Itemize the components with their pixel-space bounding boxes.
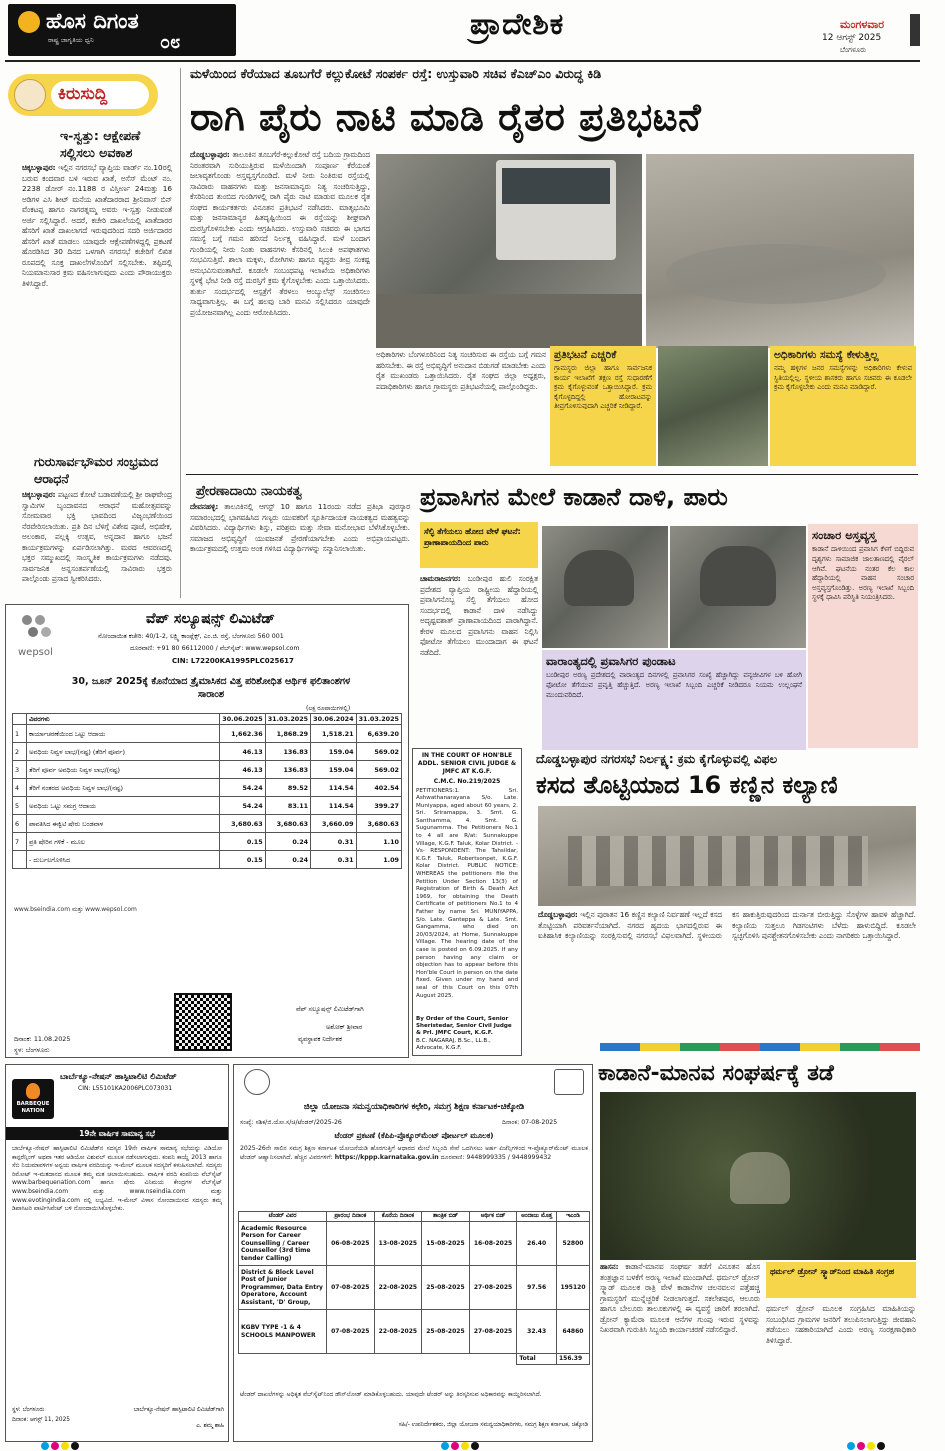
tender-cell: 97.56 xyxy=(517,1266,557,1310)
lead-photo-planting xyxy=(658,346,768,466)
lead-bottom-rule xyxy=(186,474,918,475)
tender-total-value: 156.39 xyxy=(556,1354,589,1365)
elephant-text: ಬಂಡೀಪುರ ಹುಲಿ ಸಂರಕ್ಷಿತ ಪ್ರದೇಶದ ವ್ಯಾಪ್ತಿಯ ರಾಷ್ಟ್ರೀಯ ಹೆದ್ದಾರಿಯಲ್ಲಿ ಪ್ರವಾಸಿಗನೊಬ್ಬ ಸೆಲ್ಫಿ ತೆಗೆಯಲು ಹೋದ ಸಂದರ್ಭದಲ್ಲಿ ಕಾಡಾನೆ ದಾಳಿ ನಡೆಸಿದ್ದು ಅದೃಷ್ಟವಶಾತ್ ಪ್ರಾಣಾಪಾಯದಿಂದ ಪಾರಾಗಿದ್ದಾನೆ. ಕೇರಳ ಮೂಲದ ಪ್ರವಾಸಿಗನು ವಾಹನ ನಿಲ್ಲಿಸಿ ಫೋಟೋ ತೆಗೆಯಲು ಮುಂದಾದಾಗ ಈ ಘಟನೆ ನಡೆದಿದೆ. xyxy=(420,574,538,657)
tender-cell: 16-08-2025 xyxy=(469,1222,517,1266)
kalyani-dateline: ದೊಡ್ಡಬಳ್ಳಾಪುರ: xyxy=(538,910,578,919)
results-cell: 399.27 xyxy=(356,797,401,815)
masthead xyxy=(0,0,945,60)
wepsol-qr-code xyxy=(174,993,232,1051)
logo-name: ಹೊಸ ದಿಗಂತ xyxy=(46,9,139,33)
wepsol-ad xyxy=(5,604,409,1058)
results-cell: 54.24 xyxy=(220,797,265,815)
tender-sign: ಸಹಿ/- ಉಪನಿರ್ದೇಶಕರು, ಜಿಲ್ಲಾ ಯೋಜನಾ ಸಮನ್ವಯಾಧಿಕಾರಿಗಳು, ಸಮಗ್ರ ಶಿಕ್ಷಣ ಕರ್ನಾಟಕ, ಚಿಕ್ಕೋಡಿ xyxy=(398,1422,588,1428)
tender-header-cell: ತಾಂತ್ರಿಕ ಬಿಡ್ xyxy=(422,1212,470,1222)
tender-total-row xyxy=(239,1354,590,1365)
barbeque-ad xyxy=(5,1064,229,1442)
conflict-dateline: ಹಾಸನ: xyxy=(600,1262,619,1271)
results-cell: 1,868.29 xyxy=(265,725,310,743)
registration-marks-right xyxy=(846,1442,886,1451)
results-row-no: 7 xyxy=(13,833,27,851)
conflict-body xyxy=(600,1262,760,1442)
issue-day: ಮಂಗಳವಾರ xyxy=(840,18,885,31)
elephant-headline: ಪ್ರವಾಸಿಗನ ಮೇಲೆ ಕಾಡಾನೆ ದಾಳಿ, ಪಾರು xyxy=(420,483,728,511)
results-row-label: ತೆರಿಗೆ ಪೂರ್ವ ಅವಧಿಯ ನಿವ್ವಳ ಲಾಭ/(ನಷ್ಟ) xyxy=(27,761,220,779)
results-cell: 0.24 xyxy=(265,851,310,869)
results-row xyxy=(13,725,402,743)
wepsol-date: ದಿನಾಂಕ: 11.08.2025 xyxy=(14,1035,71,1043)
wepsol-address: ನೋಂದಾಯಿತ ಕಚೇರಿ: 40/1-2, ಲಕ್ಷ್ಮಿ ಕಾಂಪ್ಲೆಕ್ಸ್, ಎಂ.ಜಿ. ರಸ್ತೆ, ಬೆಂಗಳೂರು 560 001 xyxy=(98,633,284,640)
results-row xyxy=(13,815,402,833)
elephant-strip-text: ಸೆಲ್ಫಿ ತೆಗೆಯಲು ಹೋದ ವೇಳೆ ಘಟನೆ: ಪ್ರಾಣಾಪಾಯದಿಂದ ಪಾರು xyxy=(424,527,521,547)
issue-date: 12 ಆಗಸ್ಟ್ 2025 xyxy=(822,33,882,43)
tender-cell: 22-08-2025 xyxy=(374,1310,422,1354)
lead-text: ತಾಲೂಕಿನ ತೂಬಗೆರೆ-ಕಲ್ಲುಕೋಟೆ ರಸ್ತೆ ಬದಿಯ ಗ್ರಾಮದಿಂದ ನಿರಂತರವಾಗಿ ಸುರಿಯುತ್ತಿರುವ ಮಳೆಯಿಂದಾಗಿ ಸಂಪೂರ್ಣ ಕೆರೆಯಂತೆ ಜಲಾವೃತಗೊಂಡು ಅಸ್ತವ್ಯಸ್ತಗೊಂಡಿದೆ. ಮಳೆ ನೀರು ನಿಂತಿರುವ ರಸ್ತೆಯಲ್ಲಿ ಸಾವಿರಾರು ವಾಹನಗಳು ಮತ್ತು ಜನಸಾಮಾನ್ಯರು ನಿತ್ಯ ಸಂಚರಿಸುತ್ತಿದ್ದು, ಕೆಸರಿನಿಂದ ತುಂಬಿದ ಗುಂಡಿಗಳಲ್ಲಿ ರಾಗಿ ಪೈರು ನಾಟಿ ಮಾಡುವ ಮೂಲಕ ರೈತ ಸಂಘದ ಕಾರ್ಯಕರ್ತರು ವಿನೂತನ ಪ್ರತಿಭಟನೆ ನಡೆಸಿದರು. ಮಾತೃಭೂಮಿ ಮತ್ತು ಜನಸಾಮಾನ್ಯರ ಹಿತದೃಷ್ಟಿಯಿಂದ ಈ ರಸ್ತೆಯನ್ನು ಶೀಘ್ರವಾಗಿ ದುರಸ್ತಿಗೊಳಿಸಬೇಕು ಎಂದು ಆಗ್ರಹಿಸಿದರು. ಉಸ್ತುವಾರಿ ಸಚಿವರು ಈ ಭಾಗದ ಸಮಸ್ಯೆ ಬಗ್ಗೆ ಗಮನ ಹರಿಸದೆ ನಿರ್ಲಕ್ಷ್ಯ ವಹಿಸಿದ್ದಾರೆ. ಮಳೆ ಬಂದಾಗ ಗುಂಡಿಯಲ್ಲಿ ನೀರು ನಿಂತು ವಾಹನಗಳು ಕೆಸರಿನಲ್ಲಿ ಸಿಲುಕಿ ಅಪಘಾತಗಳು ಸಂಭವಿಸುತ್ತಿವೆ. ಶಾಲಾ ಮಕ್ಕಳು, ರೋಗಿಗಳು ಹಾಗೂ ವೃದ್ಧರು ತೀವ್ರ ಸಂಕಷ್ಟ ಅನುಭವಿಸುವಂತಾಗಿದೆ. ಕೂಡಲೇ ಸಂಬಂಧಪಟ್ಟ ಇಲಾಖೆಯ ಅಧಿಕಾರಿಗಳು ಸ್ಥಳಕ್ಕೆ ಭೇಟಿ ನೀಡಿ ರಸ್ತೆ ದುರಸ್ತಿಗೆ ಕ್ರಮ ಕೈಗೊಳ್ಳಬೇಕು ಎಂದು ಒತ್ತಾಯಿಸಿದರು. ತುರ್ತು ಸಂದರ್ಭದಲ್ಲಿ ಆಸ್ಪತ್ರೆಗೆ ತೆರಳಲು ಆಂಬ್ಯುಲೆನ್ಸ್ ಸಂಚರಿಸಲು ಸಾಧ್ಯವಾಗುತ್ತಿಲ್ಲ. ಈ ಬಗ್ಗೆ ಹಲವು ಬಾರಿ ಮನವಿ ಸಲ್ಲಿಸಿದರೂ ಯಾವುದೇ ಪ್ರಯೋಜನವಾಗಿಲ್ಲ ಎಂದು ಆರೋಪಿಸಿದರು. xyxy=(190,150,370,317)
results-row-no: 6 xyxy=(13,815,27,833)
results-row-no: 1 xyxy=(13,725,27,743)
flame-icon xyxy=(26,1083,40,1099)
color-stripe xyxy=(600,1043,920,1051)
barbeque-company: ಬಾರ್ಬೆಕ್ಯೂ-ನೇಷನ್ ಹಾಸ್ಪಿಟಾಲಿಟಿ ಲಿಮಿಟೆಡ್ xyxy=(60,1071,177,1081)
tender-header-cell: ಪ್ರಾರಂಭ ದಿನಾಂಕ xyxy=(327,1212,375,1222)
results-cell: 114.54 xyxy=(311,797,356,815)
results-cell: 1,662.36 xyxy=(220,725,265,743)
barbeque-brand: BARBEQUE NATION xyxy=(16,1101,50,1114)
barbeque-sign: ಬಾರ್ಬೆಕ್ಯೂ-ನೇಷನ್ ಹಾಸ್ಪಿಟಾಲಿಟಿ ಲಿಮಿಟೆಡ್‌ಗಾಗಿ xyxy=(133,1407,224,1413)
conflict-headline: ಕಾಡಾನೆ-ಮಾನವ ಸಂಘರ್ಷಕ್ಕೆ ತಡೆ xyxy=(598,1061,834,1086)
results-cell: 0.24 xyxy=(265,833,310,851)
results-cell: 1.10 xyxy=(356,833,401,851)
elephant-photo-2 xyxy=(670,526,806,648)
prerana-body xyxy=(190,502,410,596)
results-row-label: ಪಾವತಿಸಿದ ಈಕ್ವಿಟಿ ಷೇರು ಬಂಡವಾಳ xyxy=(27,815,220,833)
lead-kicker: ಮಳೆಯಿಂದ ಕೆರೆಯಾದ ತೂಬಗೆರೆ ಕಲ್ಲುಕೋಟೆ ಸಂಪರ್ಕ ರಸ್ತೆ: ಉಸ್ತುವಾರಿ ಸಚಿವ ಕೆಎಚ್ಎಂ ವಿರುದ್ಧ ಕಿಡಿ xyxy=(190,66,602,81)
tender-cell: 15-08-2025 xyxy=(422,1222,470,1266)
barbeque-date: ದಿನಾಂಕ: ಆಗಸ್ಟ್ 11, 2025 xyxy=(12,1417,70,1423)
karnataka-emblem-icon xyxy=(244,1069,270,1095)
drone-box-title: ಥರ್ಮಲ್ ಡ್ರೋನ್ ಸ್ಕ್ವಾಡ್‌ನಿಂದ ಮಾಹಿತಿ ಸಂಗ್ರಹ xyxy=(770,1267,895,1276)
results-cell: 83.11 xyxy=(265,797,310,815)
results-row-no: 4 xyxy=(13,779,27,797)
logo-lamp-icon xyxy=(18,11,40,33)
barbeque-logo xyxy=(12,1079,54,1119)
results-row xyxy=(13,761,402,779)
results-cell: 136.83 xyxy=(265,761,310,779)
tender-portal-link[interactable]: https://kppp.karnataka.gov.in xyxy=(334,1153,439,1161)
results-row xyxy=(13,743,402,761)
results-cell: 6,639.20 xyxy=(356,725,401,743)
results-row xyxy=(13,797,402,815)
lead-photo-bus-protest xyxy=(376,154,642,348)
officials-box xyxy=(770,346,916,466)
tender-office: ಜಿಲ್ಲಾ ಯೋಜನಾ ಸಮನ್ವಯಾಧಿಕಾರಿಗಳ ಕಛೇರಿ, ಸಮಗ್ರ ಶಿಕ್ಷಣ ಕರ್ನಾಟಕ-ಚಿಕ್ಕೋಡಿ xyxy=(303,1101,525,1111)
tender-notice xyxy=(233,1064,593,1442)
col-q3: 30.06.2024 xyxy=(311,714,356,725)
lead-dateline: ದೊಡ್ಡಬಳ್ಳಾಪುರ: xyxy=(190,150,230,159)
prerana-text: ತಾಲೂಕಿನಲ್ಲಿ ಆಗಸ್ಟ್ 10 ಹಾಗೂ 11ರಂದು ನಡೆದ ಪ್ರತಿಭಾ ಪುರಸ್ಕಾರ ಸಮಾರಂಭದಲ್ಲಿ ಭಾಗವಹಿಸಿದ ಗಣ್ಯರು ಯುವಕರಿಗೆ ಸ್ಪೂರ್ತಿದಾಯಕ ನಾಯಕತ್ವದ ಮಹತ್ವವನ್ನು ವಿವರಿಸಿದರು. ವಿದ್ಯಾರ್ಥಿಗಳು ಶಿಸ್ತು, ಪರಿಶ್ರಮ ಮತ್ತು ಸೇವಾ ಮನೋಭಾವ ಬೆಳೆಸಿಕೊಳ್ಳಬೇಕು. ಸಮಾಜದ ಅಭಿವೃದ್ಧಿಗೆ ಯುವಜನತೆ ಪ್ರೇರಣೆಯಾಗಬೇಕು ಎಂದು ಅಭಿಪ್ರಾಯಪಟ್ಟರು. ಕಾರ್ಯಕ್ರಮದಲ್ಲಿ ಉತ್ತಮ ಅಂಕ ಗಳಿಸಿದ ವಿದ್ಯಾರ್ಥಿಗಳನ್ನು ಸನ್ಮಾನಿಸಲಾಯಿತು. xyxy=(190,502,410,553)
tender-header-cell: ಕೊನೆಯ ದಿನಾಂಕ xyxy=(374,1212,422,1222)
story1-text: ಇಲ್ಲಿನ ನಗರಸಭೆ ವ್ಯಾಪ್ತಿಯ ವಾರ್ಡ್ ನಂ.10ರಲ್ಲಿ ಬರುವ ಕಂದವಾರ ಬಳಿ ಇರುವ ಖಾತೆ, ಅಸೆಸ್ ಮೆಂಟ್ ನಂ. 2238 ಡೋರ್ ನಂ.1188 ರ ವಿಸ್ತೀರ್ಣ 24ಮತ್ತು 16 ಅಡಿಗಳ ಎಸಿ ಶೀಟ್ ಮನೆಯ ಖಾತೆದಾರರಾದ ಶ್ರೀನಿವಾಸ್ ಬಿನ್ ವೆಂಕಟಪ್ಪ ಹಾಗೂ ನಾಗರತ್ನಮ್ಮ ಅವರು ಇ-ಸ್ವತ್ತು ನೀಡುವಂತೆ ಅರ್ಜಿ ಸಲ್ಲಿಸಿದ್ದಾರೆ. ಅದರೆ, ಕಚೇರಿ ದಾಖಲೆಯಲ್ಲಿ ಖಾತೆದಾರರ ಹೆಸರಿಗೆ ಖಾತೆ ದಾಖಲಾಗದೆ ಇರುವುದರಿಂದ ಸದರಿ ಅರ್ಜಿದಾರರ ಹೆಸರಿಗೆ ಖಾತೆ ಮಾಡಲು ಯಾವುದೇ ಆಕ್ಷೇಪಣೆಗಳಿದ್ದಲ್ಲಿ ಪ್ರಕಟಣೆ ಹೊರಡಿಸಿದ 30 ದಿನದ ಒಳಗಾಗಿ ನಗರಸಭೆ ಕಚೇರಿಗೆ ಲಿಖಿತ ರೂಪದಲ್ಲಿ ಸೂಕ್ತ ದಾಖಲೆಗಳೊಂದಿಗೆ ಸಲ್ಲಿಸಬೇಕು. ತಪ್ಪಿದಲ್ಲಿ ನಿಯಮಾನುಸಾರ ಕ್ರಮ ವಹಿಸಲಾಗುವುದು ಎಂದು ಪೌರಾಯುಕ್ತರು ತಿಳಿಸಿದ್ದಾರೆ. xyxy=(22,163,172,288)
story1-title: ಇ-ಸ್ವತ್ತು: ಆಕ್ಷೇಪಣೆ ಸಲ್ಲಿಸಲು ಅವಕಾಶ xyxy=(60,128,141,160)
prerana-title: ಪ್ರೇರಣಾದಾಯಿ ನಾಯಕತ್ವ xyxy=(196,484,302,499)
results-cell: 3,660.09 xyxy=(311,815,356,833)
kalyani-text: ಇಲ್ಲಿನ ಪುರಾತನ 16 ಕಣ್ಣಿನ ಕಲ್ಯಾಣಿ ನಿರ್ವಹಣೆ ಇಲ್ಲದೆ ಕಸದ ತೊಟ್ಟಿಯಾಗಿ ಪರಿವರ್ತನೆಯಾಗಿದೆ. ನಗರದ ಹೃದಯ ಭಾಗದಲ್ಲಿರುವ ಈ ಐತಿಹಾಸಿಕ ಕಲ್ಯಾಣಿಯನ್ನು ಸಂರಕ್ಷಿಸುವಲ್ಲಿ ನಗರಸಭೆ ವಿಫಲವಾಗಿದೆ. ಸ್ಥಳೀಯರು ಕಸ ಹಾಕುತ್ತಿರುವುದರಿಂದ ದುರ್ನಾತ ಬೀರುತ್ತಿದ್ದು ಸೊಳ್ಳೆಗಳ ಹಾವಳಿ ಹೆಚ್ಚಾಗಿದೆ. ಕಲ್ಯಾಣಿಯ ಸುತ್ತಲೂ ಗಿಡಗಂಟಿಗಳು ಬೆಳೆದು ಹಾಳುಬಿದ್ದಿದೆ. ಕೂಡಲೇ ಸ್ವಚ್ಛಗೊಳಿಸಿ ಪುನಶ್ಚೇತನಗೊಳಿಸಬೇಕು ಎಂದು ನಾಗರಿಕರು ಒತ್ತಾಯಿಸಿದ್ದಾರೆ. xyxy=(538,910,916,940)
tender-intro xyxy=(240,1145,588,1205)
results-cell: 3,680.63 xyxy=(356,815,401,833)
elephant-body xyxy=(420,574,538,754)
wepsol-results-table xyxy=(12,713,402,869)
results-row-no: 3 xyxy=(13,761,27,779)
kirusuddi-badge xyxy=(8,74,158,116)
story2-text: ಪಟ್ಟಣದ ಕೋಟೆ ಬಡಾವಣೆಯಲ್ಲಿ ಶ್ರೀ ರಾಘವೇಂದ್ರ ಸ್ವಾಮಿಗಳ ಬೃಂದಾವನದ ಆರಾಧನೆ ಮಹೋತ್ಸವವನ್ನು ಸೋಮವಾರ ಭಕ್ತಿ ಭಾವದಿಂದ ವಿಜೃಂಭಣೆಯಿಂದ ನೆರವೇರಿಸಲಾಯಿತು. ಪ್ರತಿ ದಿನ ಬೆಳಿಗ್ಗೆ ವಿಶೇಷ ಪೂಜೆ, ಅಭಿಷೇಕ, ಅಲಂಕಾರ, ಪಲ್ಲಕ್ಕಿ ಉತ್ಸವ, ಅನ್ನದಾನ ಹಾಗೂ ಭಜನೆ ಕಾರ್ಯಕ್ರಮಗಳನ್ನು ಏರ್ಪಡಿಸಲಾಗಿತ್ತು. ಮಠದ ಆವರಣದಲ್ಲಿ ಭಕ್ತರ ಸಮ್ಮುಖದಲ್ಲಿ ಸಾಂಸ್ಕೃತಿಕ ಕಾರ್ಯಕ್ರಮಗಳು ನಡೆದವು. ಸಾರ್ವಜನಿಕ ಅನ್ನಸಂತರ್ಪಣೆಯಲ್ಲಿ ಸಾವಿರಾರು ಭಕ್ತರು ಪಾಲ್ಗೊಂಡು ಪ್ರಸಾದ ಸ್ವೀಕರಿಸಿದರು. xyxy=(22,490,172,583)
story2-dateline: ಚಿಕ್ಕಬಳ್ಳಾಪುರ: xyxy=(22,490,56,499)
elephant-strip xyxy=(420,522,538,568)
wepsol-website: www.bseindia.com ಮತ್ತು www.wepsol.com xyxy=(14,906,137,913)
kalyani-body xyxy=(538,910,916,1035)
results-cell: 159.04 xyxy=(311,743,356,761)
wepsol-brand: wepsol xyxy=(18,647,53,658)
results-row xyxy=(13,779,402,797)
kirusuddi-label: ಕಿರುಸುದ್ದಿ xyxy=(58,84,108,104)
tender-cell: 64860 xyxy=(556,1310,589,1354)
section-title: ಪ್ರಾದೇಶಿಕ xyxy=(470,7,565,42)
column-divider xyxy=(180,68,181,598)
results-cell: 569.02 xyxy=(356,743,401,761)
tender-cell: 25-08-2025 xyxy=(422,1310,470,1354)
tender-total-label: Total xyxy=(517,1354,557,1365)
results-row-no xyxy=(13,851,27,869)
barbeque-place: ಸ್ಥಳ: ಬೆಂಗಳೂರು xyxy=(12,1407,45,1413)
results-row-label: - ದುರ್ಬಲಗೊಳಿಸಿದ xyxy=(27,851,220,869)
results-cell: 3,680.63 xyxy=(220,815,265,833)
story1-dateline: ಚಿಕ್ಕಬಳ್ಳಾಪುರ: xyxy=(22,163,56,172)
tender-intro-text: 2025-26ನೇ ಸಾಲಿನ ಸಮಗ್ರ ಶಿಕ್ಷಣ ಕರ್ನಾಟಕ ಯೋಜನೆಯಡಿ ಹೊರಗುತ್ತಿಗೆ ಆಧಾರದ ಮೇಲೆ ಸಿಬ್ಬಂದಿ ಸೇವೆ ಒದಗಿಸಲು ಅರ್ಹ ಏಜೆನ್ಸಿಗಳಿಂದ ಇ-ಪ್ರೊಕ್ಯೂರ್‌ಮೆಂಟ್ ಮೂಲಕ ಟೆಂಡರ್ ಆಹ್ವಾನಿಸಲಾಗಿದೆ. ಹೆಚ್ಚಿನ ವಿವರಗಳಿಗೆ: xyxy=(240,1145,588,1161)
tender-cell: 195120 xyxy=(556,1266,589,1310)
prerana-dateline: ದೇವನಹಳ್ಳಿ: xyxy=(190,502,219,511)
results-cell: 54.24 xyxy=(220,779,265,797)
court-title: IN THE COURT OF HON'BLE ADDL. SENIOR CIVIL JUDGE & JMFC AT K.G.F. xyxy=(417,752,517,775)
logo-tagline: ರಾಷ್ಟ್ರ ಜಾಗೃತಿಯ ಧ್ವನಿ xyxy=(48,36,94,44)
tender-cell: 13-08-2025 xyxy=(374,1222,422,1266)
wepsol-sign-role: ವ್ಯವಸ್ಥಾಪಕ ನಿರ್ದೇಶಕ xyxy=(298,1035,342,1043)
results-cell: 114.54 xyxy=(311,779,356,797)
wepsol-sign-company: ವೆಪ್ ಸಲ್ಯೂಷನ್ಸ್ ಲಿಮಿಟೆಡ್‌ಗಾಗಿ xyxy=(296,1005,364,1013)
results-row xyxy=(13,851,402,869)
tender-cell: 22-08-2025 xyxy=(374,1266,422,1310)
court-body: PETITIONERS:1. Sri. Ashwathanarayana S/o. Late. Muniyappa, aged about 60 years, 2. Sri. Sriramappa, 3. Smt. G. Santhamma, 4. Smt. G. Sugunamma. The Petitioners No.1 to 4 all are R/at: Sunnakuppe Village, K.G.F. Taluk, Kolar District. -Vs- RESPONDENT: The Tahsildar, K.G.F. Taluk, Robertsonpet, K.G.F. Kolar District. PUBLIC NOTICE: WHEREAS the petitioners file the Petition Under Section 13(3) of Registration of Birth & Death Act 1969, for obtaining the Death Certificate of petitioners No.1 to 4 Father by name Sri. MUNIYAPPA, S/o. Late. Ganteppa & Late. Smt. Gangamma, who died on 20/03/2024, at Home, Sunnakuppe Village. The hearing date of the case is posted on 6.09.2025. If any person having any claim or objection has to appear before this Hon'ble Court in person on the date fixed. Given under my hand and seal of this Court on this 07th August 2025. xyxy=(416,787,518,999)
elephant-caption-box xyxy=(542,650,806,750)
kalyani-photo xyxy=(538,806,916,906)
tender-footer: ಟೆಂಡರ್ ದಾಖಲೆಗಳನ್ನು ಅಧಿಕೃತ ವೆಬ್‌ಸೈಟ್‌ನಿಂದ ಡೌನ್‌ಲೋಡ್ ಮಾಡಿಕೊಳ್ಳಬಹುದು. ಯಾವುದೇ ಟೆಂಡರ್ ಅನ್ನು ತಿರಸ್ಕರಿಸುವ ಅಧಿಕಾರವನ್ನು ಕಾಯ್ದಿರಿಸಲಾಗಿದೆ. xyxy=(240,1391,542,1398)
tender-row xyxy=(239,1310,590,1354)
barbeque-sign-name: ಎ. ಶಮ್ಮ ಶಾಹಿ xyxy=(196,1423,224,1429)
registration-marks-left xyxy=(40,1442,80,1451)
wepsol-cin: CIN: L72200KA1995PLC025617 xyxy=(172,657,294,665)
lead-headline: ರಾಗಿ ಪೈರು ನಾಟಿ ಮಾಡಿ ರೈತರ ಪ್ರತಿಭಟನೆ xyxy=(190,95,702,139)
col-particulars: ವಿವರಗಳು xyxy=(27,714,220,725)
barbeque-cin: CIN: L55101KA2006PLC073031 xyxy=(78,1085,173,1092)
tender-cell: 26.40 xyxy=(517,1222,557,1266)
elephant-side-title: ಸಂಚಾರ ಅಸ್ತವ್ಯಸ್ತ xyxy=(812,528,876,542)
results-cell: 136.83 xyxy=(265,743,310,761)
tender-cell: 25-08-2025 xyxy=(422,1266,470,1310)
results-cell: 1.09 xyxy=(356,851,401,869)
results-cell: 0.31 xyxy=(311,833,356,851)
elephant-shape xyxy=(564,550,634,606)
wepsol-logo-icon xyxy=(18,615,60,649)
col-q2: 31.03.2025 xyxy=(265,714,310,725)
tender-row xyxy=(239,1266,590,1310)
tender-header-cell: ಟೆಂಡರ್ ವಿವರ xyxy=(239,1212,327,1222)
officials-text: ನಮ್ಮ ಹಳ್ಳಿಗಳ ಜನರ ಸಮಸ್ಯೆಗಳನ್ನು ಅಧಿಕಾರಿಗಳು ಕೇಳುವ ಸ್ಥಿತಿಯಲ್ಲಿಲ್ಲ. ಸ್ಥಳೀಯ ಶಾಸಕರು ಹಾಗೂ ಸಚಿವರು ಈ ಕೂಡಲೇ ಕ್ರಮ ಕೈಗೊಳ್ಳಬೇಕು ಎಂದು ಮನವಿ ಮಾಡಿದ್ದಾರೆ. xyxy=(774,364,912,391)
tender-contact: ದೂರವಾಣಿ: 9448999335 / 9448999432 xyxy=(440,1153,552,1161)
wepsol-company: ವೆಪ್ ಸಲ್ಯೂಷನ್ಸ್ ಲಿಮಿಟೆಡ್ xyxy=(146,611,275,627)
lead-body-lower: ಅಧಿಕಾರಿಗಳು ಬೆಂಗಳೂರಿನಿಂದ ನಿತ್ಯ ಸಂಚರಿಸುವ ಈ ರಸ್ತೆಯ ಬಗ್ಗೆ ಗಮನ ಹರಿಸಬೇಕು. ಈ ರಸ್ತೆ ಅಭಿವೃದ್ಧಿಗೆ ಅನುದಾನ ಬಿಡುಗಡೆ ಮಾಡಬೇಕು ಎಂದು ರೈತ ಮುಖಂಡರು ಒತ್ತಾಯಿಸಿದರು. ರೈತ ಸಂಘದ ಜಿಲ್ಲಾ ಅಧ್ಯಕ್ಷರು, ಪದಾಧಿಕಾರಿಗಳು ಹಾಗೂ ಗ್ರಾಮಸ್ಥರು ಪ್ರತಿಭಟನೆಯಲ್ಲಿ ಪಾಲ್ಗೊಂಡಿದ್ದರು. xyxy=(376,350,546,391)
story1-body xyxy=(22,163,172,448)
wepsol-notes xyxy=(14,905,398,914)
tender-cell: 07-08-2025 xyxy=(327,1266,375,1310)
tender-cell: 52800 xyxy=(556,1222,589,1266)
tender-cell: 27-08-2025 xyxy=(469,1266,517,1310)
tender-date: ದಿನಾಂಕ: 07-08-2025 xyxy=(502,1119,558,1126)
elephant-caption-title: ವಾರಾಂತ್ಯದಲ್ಲಿ ಪ್ರವಾಸಿಗರ ಪುಂಡಾಟ xyxy=(546,654,676,668)
results-cell: 0.15 xyxy=(220,833,265,851)
court-notice xyxy=(412,748,522,1056)
results-cell: 3,680.63 xyxy=(265,815,310,833)
lead-photo-potholes xyxy=(646,154,914,348)
drone-box xyxy=(766,1262,916,1298)
story2-body xyxy=(22,490,172,595)
elephant-dateline: ಚಾಮರಾಜನಗರ: xyxy=(420,574,461,583)
drone-body: ಥರ್ಮಲ್ ಡ್ರೋನ್ ಮೂಲಕ ಸಂಗ್ರಹಿಸಿದ ಮಾಹಿತಿಯನ್ನು ಸಂಬಂಧಿಸಿದ ಗ್ರಾಮಗಳ ಜನರಿಗೆ ತಲುಪಿಸಲಾಗುತ್ತಿದ್ದು ಜೀವಹಾನಿ ತಡೆಯಲು ಸಹಕಾರಿಯಾಗಿದೆ ಎಂದು ಅರಣ್ಯ ಸಂರಕ್ಷಣಾಧಿಕಾರಿ ತಿಳಿಸಿದ್ದಾರೆ. xyxy=(766,1304,916,1345)
protest-warning-box xyxy=(550,346,656,466)
elephant-caption-text: ಬಂಡೀಪುರ ಅರಣ್ಯ ಪ್ರದೇಶದಲ್ಲಿ ವಾರಾಂತ್ಯದ ದಿನಗಳಲ್ಲಿ ಪ್ರವಾಸಿಗರ ಸಂಖ್ಯೆ ಹೆಚ್ಚಾಗಿದ್ದು ವನ್ಯಜೀವಿಗಳ ಬಳಿ ಹೋಗಿ ಫೋಟೋ ತೆಗೆಯುವ ಪ್ರವೃತ್ತಿ ಹೆಚ್ಚುತ್ತಿದೆ. ಅರಣ್ಯ ಇಲಾಖೆ ಸಿಬ್ಬಂದಿ ಎಚ್ಚರಿಕೆ ನೀಡಿದರೂ ನಿಯಮ ಉಲ್ಲಂಘನೆ ಮುಂದುವರಿದಿದೆ. xyxy=(546,671,802,699)
results-row-label: ಕಾರ್ಯಾಚರಣೆಯಿಂದ ಒಟ್ಟು ಆದಾಯ xyxy=(27,725,220,743)
results-cell: 402.54 xyxy=(356,779,401,797)
elephant-side-box xyxy=(808,524,918,748)
col-q4: 31.03.2025 xyxy=(356,714,401,725)
tender-cell: 27-08-2025 xyxy=(469,1310,517,1354)
wepsol-sign-name: ಅಶೋಕ್ ಶ್ರೀವಾರ xyxy=(326,1023,363,1031)
results-row-label: ಪ್ರತಿ ಷೇರಿನ ಗಳಿಕೆ - ಮೂಲ xyxy=(27,833,220,851)
conflict-text: ಕಾಡಾನೆ-ಮಾನವ ಸಂಘರ್ಷ ತಡೆಗೆ ವಿನೂತನ ಹೊಸ ತಂತ್ರಜ್ಞಾನ ಬಳಕೆಗೆ ಅರಣ್ಯ ಇಲಾಖೆ ಮುಂದಾಗಿದೆ. ಥರ್ಮಲ್ ಡ್ರೋನ್ ಸ್ಕ್ವಾಡ್ ಮೂಲಕ ರಾತ್ರಿ ವೇಳೆ ಕಾಡಾನೆಗಳ ಚಲನವಲನ ಪತ್ತೆಹಚ್ಚಿ ಗ್ರಾಮಸ್ಥರಿಗೆ ಮುನ್ನೆಚ್ಚರಿಕೆ ನೀಡಲಾಗುತ್ತದೆ. ಸಕಲೇಶಪುರ, ಆಲೂರು ಹಾಗೂ ಬೇಲೂರು ತಾಲೂಕುಗಳಲ್ಲಿ ಈ ವ್ಯವಸ್ಥೆ ಜಾರಿಗೆ ತರಲಾಗಿದೆ. ಡ್ರೋನ್ ಕ್ಯಾಮೆರಾ ಮೂಲಕ ಆನೆಗಳ ಗುಂಪು ಇರುವ ಸ್ಥಳವನ್ನು ನಿಖರವಾಗಿ ಗುರುತಿಸಿ ಸಿಬ್ಬಂದಿ ಕಾರ್ಯಾಚರಣೆ ನಡೆಸಲಿದ್ದಾರೆ. xyxy=(600,1262,760,1334)
elephant-side-text: ಕಾಡಾನೆ ದಾಳಿಯಿಂದ ಪ್ರವಾಸಿಗ ಕೆಳಗೆ ಬಿದ್ದಿರುವ ದೃಶ್ಯಗಳು ಸಾಮಾಜಿಕ ಜಾಲತಾಣದಲ್ಲಿ ವೈರಲ್ ಆಗಿವೆ. ಘಟನೆಯ ನಂತರ ಕೆಲ ಕಾಲ ಹೆದ್ದಾರಿಯಲ್ಲಿ ವಾಹನ ಸಂಚಾರ ಅಸ್ತವ್ಯಸ್ತಗೊಂಡಿತ್ತು. ಅರಣ್ಯ ಇಲಾಖೆ ಸಿಬ್ಬಂದಿ ಸ್ಥಳಕ್ಕೆ ಧಾವಿಸಿ ಪರಿಸ್ಥಿತಿ ನಿಯಂತ್ರಿಸಿದರು. xyxy=(812,545,914,602)
protest-warning-text: ಗ್ರಾಮಸ್ಥರು ಜಿಲ್ಲಾ ಹಾಗೂ ಸಾರ್ವಜನಿಕ ಕಾರ್ಯ ಇಲಾಖೆಗೆ ತಕ್ಷಣ ರಸ್ತೆ ಸುಧಾರಣೆಗೆ ಕ್ರಮ ಕೈಗೊಳ್ಳುವಂತೆ ಒತ್ತಾಯಿಸಿದ್ದಾರೆ. ಕ್ರಮ ಕೈಗೊಳ್ಳದಿದ್ದಲ್ಲಿ ಹೋರಾಟವನ್ನು ತೀವ್ರಗೊಳಿಸುವುದಾಗಿ ಎಚ್ಚರಿಕೆ ನೀಡಿದ್ದಾರೆ. xyxy=(554,364,652,411)
story2-title: ಗುರುಸಾರ್ವಭೌಮರ ಸಂಭ್ರಮದ ಆರಾಧನೆ xyxy=(34,454,159,486)
barbeque-notice-title: 19ನೇ ವಾರ್ಷಿಕ ಸಾಮಾನ್ಯ ಸಭೆ xyxy=(6,1127,228,1140)
pointing-hand-icon xyxy=(14,79,46,111)
results-cell: 159.04 xyxy=(311,761,356,779)
results-cell: 46.13 xyxy=(220,743,265,761)
kalyani-kicker: ದೊಡ್ಡಬಳ್ಳಾಪುರ ನಗರಸಭೆ ನಿರ್ಲಕ್ಷ್ಯ: ಕ್ರಮ ಕೈಗೊಳ್ಳುವಲ್ಲಿ ವಿಫಲ xyxy=(536,752,778,766)
tender-table xyxy=(238,1211,590,1365)
registration-marks-center xyxy=(440,1442,480,1451)
issue-city: ಬೆಂಗಳೂರು xyxy=(840,46,867,54)
court-sign: By Order of the Court, Senior Sheristedar, Senior Civil Judge & Prl. JMFC Court, K.G.F. xyxy=(416,1015,512,1037)
tender-ref: ಸಂಖ್ಯೆ: ಸಶಿಕ/ಜಿ.ಯೋ.ಸ/ಚಿ/ಟೆಂಡರ್/2025-26 xyxy=(240,1119,342,1126)
elephant-photo-1 xyxy=(542,526,668,648)
tender-cell: 07-08-2025 xyxy=(327,1310,375,1354)
tender-cell: 06-08-2025 xyxy=(327,1222,375,1266)
tender-row-name: District & Block Level Post of Junior Programmer, Data Entry Operatore, Account Assistant, 'D' Group, xyxy=(239,1266,327,1310)
tender-header-cell: ಆರ್ಥಿಕ ಬಿಡ್ xyxy=(469,1212,517,1222)
masthead-edge-mark xyxy=(910,14,920,46)
court-case-no: C.M.C. No.219/2025 xyxy=(433,778,501,785)
elephant-silhouette xyxy=(730,1152,790,1204)
results-row-label: ಅವಧಿಯ ಒಟ್ಟು ಸಮಗ್ರ ಆದಾಯ xyxy=(27,797,220,815)
results-row xyxy=(13,833,402,851)
col-q1: 30.06.2025 xyxy=(220,714,265,725)
tender-header-cell: ಅಂದಾಜು ಮೊತ್ತ xyxy=(517,1212,557,1222)
tender-header-cell: ಇಎಂಡಿ xyxy=(556,1212,589,1222)
results-row-label: ತೆರಿಗೆ ನಂತರದ ಅವಧಿಯ ನಿವ್ವಳ ಲಾಭ/(ನಷ್ಟ) xyxy=(27,779,220,797)
elephant-shape-2 xyxy=(700,546,776,606)
tender-row-name: Academic Resource Person for Career Counselling / Career Counsellor (3rd time tender Calling) xyxy=(239,1222,327,1266)
wepsol-unit-note: (ಲಕ್ಷ ರೂಪಾಯಿಗಳಲ್ಲಿ) xyxy=(306,705,351,712)
samagra-logo-icon xyxy=(554,1069,584,1095)
court-advocate: B.C. NAGARAJ, B.Sc., LL.B., Advocate, K.G.F. xyxy=(416,1037,491,1052)
officials-title: ಅಧಿಕಾರಿಗಳು ಸಮಸ್ಯೆ ಕೇಳುತ್ತಿಲ್ಲ xyxy=(774,349,879,361)
tender-cell: 32.43 xyxy=(517,1310,557,1354)
wepsol-contact: ದೂರವಾಣಿ: +91 80 66112000 / ವೆಬ್‌ಸೈಟ್: www.wepsol.com xyxy=(130,645,300,652)
lead-body xyxy=(190,150,370,468)
results-cell: 569.02 xyxy=(356,761,401,779)
tender-row xyxy=(239,1222,590,1266)
results-cell: 1,518.21 xyxy=(311,725,356,743)
wepsol-place: ಸ್ಥಳ: ಬೆಂಗಳೂರು xyxy=(14,1046,50,1054)
conflict-photo-elephant xyxy=(600,1092,916,1260)
tender-notice-title: ಟೆಂಡರ್ ಪ್ರಕಟಣೆ (ಕೆಪಿಪಿ-ಪ್ರೊಕ್ಯೂರ್‌ಮೆಂಟ್ ಪೋರ್ಟಲ್ ಮೂಲಕ) xyxy=(334,1131,494,1140)
kalyani-headline: ಕಸದ ತೊಟ್ಟಿಯಾದ 16 ಕಣ್ಣಿನ ಕಲ್ಯಾಣಿ xyxy=(536,771,838,799)
protest-warning-title: ಪ್ರತಿಭಟನೆ ಎಚ್ಚರಿಕೆ xyxy=(554,349,617,361)
page-number: ೦೮ xyxy=(160,32,181,53)
results-row-no: 5 xyxy=(13,797,27,815)
wepsol-results-title: 30, ಜೂನ್ 2025ಕ್ಕೆ ಕೊನೆಯಾದ ತ್ರೈಮಾಸಿಕದ ವಿತ್ತ ಪರಿಶೋಧಿತ ಆರ್ಥಿಕ ಫಲಿತಾಂಶಗಳ ಸಾರಾಂಶ xyxy=(71,676,351,700)
barbeque-body: ಬಾರ್ಬೆಕ್ಯೂ-ನೇಷನ್ ಹಾಸ್ಪಿಟಾಲಿಟಿ ಲಿಮಿಟೆಡ್‌ನ ಸದಸ್ಯರ 19ನೇ ವಾರ್ಷಿಕ ಸಾಮಾನ್ಯ ಸಭೆಯನ್ನು ವಿಡಿಯೋ ಕಾನ್ಫರೆನ್ಸಿಂಗ್ ಅಥವಾ ಇತರ ಆಡಿಯೋ ವಿಶುವಲ್ ಮೂಲಕ ನಡೆಸಲಾಗುವುದು. ಕಂಪನಿ ಕಾಯ್ದೆ 2013 ಹಾಗೂ ಸೆಬಿ ನಿಯಮಾವಳಿಗಳ ಅನ್ವಯ ವಾರ್ಷಿಕ ವರದಿಯನ್ನು ಇ-ಮೇಲ್ ಮೂಲಕ ಸದಸ್ಯರಿಗೆ ಕಳುಹಿಸಲಾಗಿದೆ. ಸದಸ್ಯರು ರಿಮೋಟ್ ಇ-ಮತದಾನದ ಮೂಲಕ ತಮ್ಮ ಮತ ಚಲಾಯಿಸಬಹುದು. ವಾರ್ಷಿಕ ವರದಿ ಕಂಪನಿಯ ವೆಬ್‌ಸೈಟ್ www.barbequenation.com ಹಾಗೂ ಷೇರು ವಿನಿಮಯ ಕೇಂದ್ರಗಳ ವೆಬ್‌ಸೈಟ್ www.bseindia.com ಮತ್ತು www.nseindia.com ಮತ್ತು www.evotingindia.com ನಲ್ಲಿ ಲಭ್ಯವಿದೆ. ಇ-ಮೇಲ್ ವಿಳಾಸ ನೋಂದಾಯಿಸದ ಸದಸ್ಯರು ತಮ್ಮ ಡಿಪಾಸಿಟರಿ ಪಾರ್ಟಿಸಿಪೆಂಟ್ ಬಳಿ ನೋಂದಾಯಿಸಿಕೊಳ್ಳಬೇಕು. xyxy=(12,1145,222,1213)
results-row-no: 2 xyxy=(13,743,27,761)
results-cell: 46.13 xyxy=(220,761,265,779)
logo xyxy=(8,4,236,56)
results-cell: 0.31 xyxy=(311,851,356,869)
results-row-label: ಅವಧಿಯ ನಿವ್ವಳ ಲಾಭ/(ನಷ್ಟ) (ತೆರಿಗೆ ಪೂರ್ವ) xyxy=(27,743,220,761)
results-cell: 0.15 xyxy=(220,851,265,869)
masthead-rule xyxy=(5,60,920,62)
results-cell: 89.52 xyxy=(265,779,310,797)
tender-row-name: KGBV TYPE -1 & 4 SCHOOLS MANPOWER xyxy=(239,1310,327,1354)
